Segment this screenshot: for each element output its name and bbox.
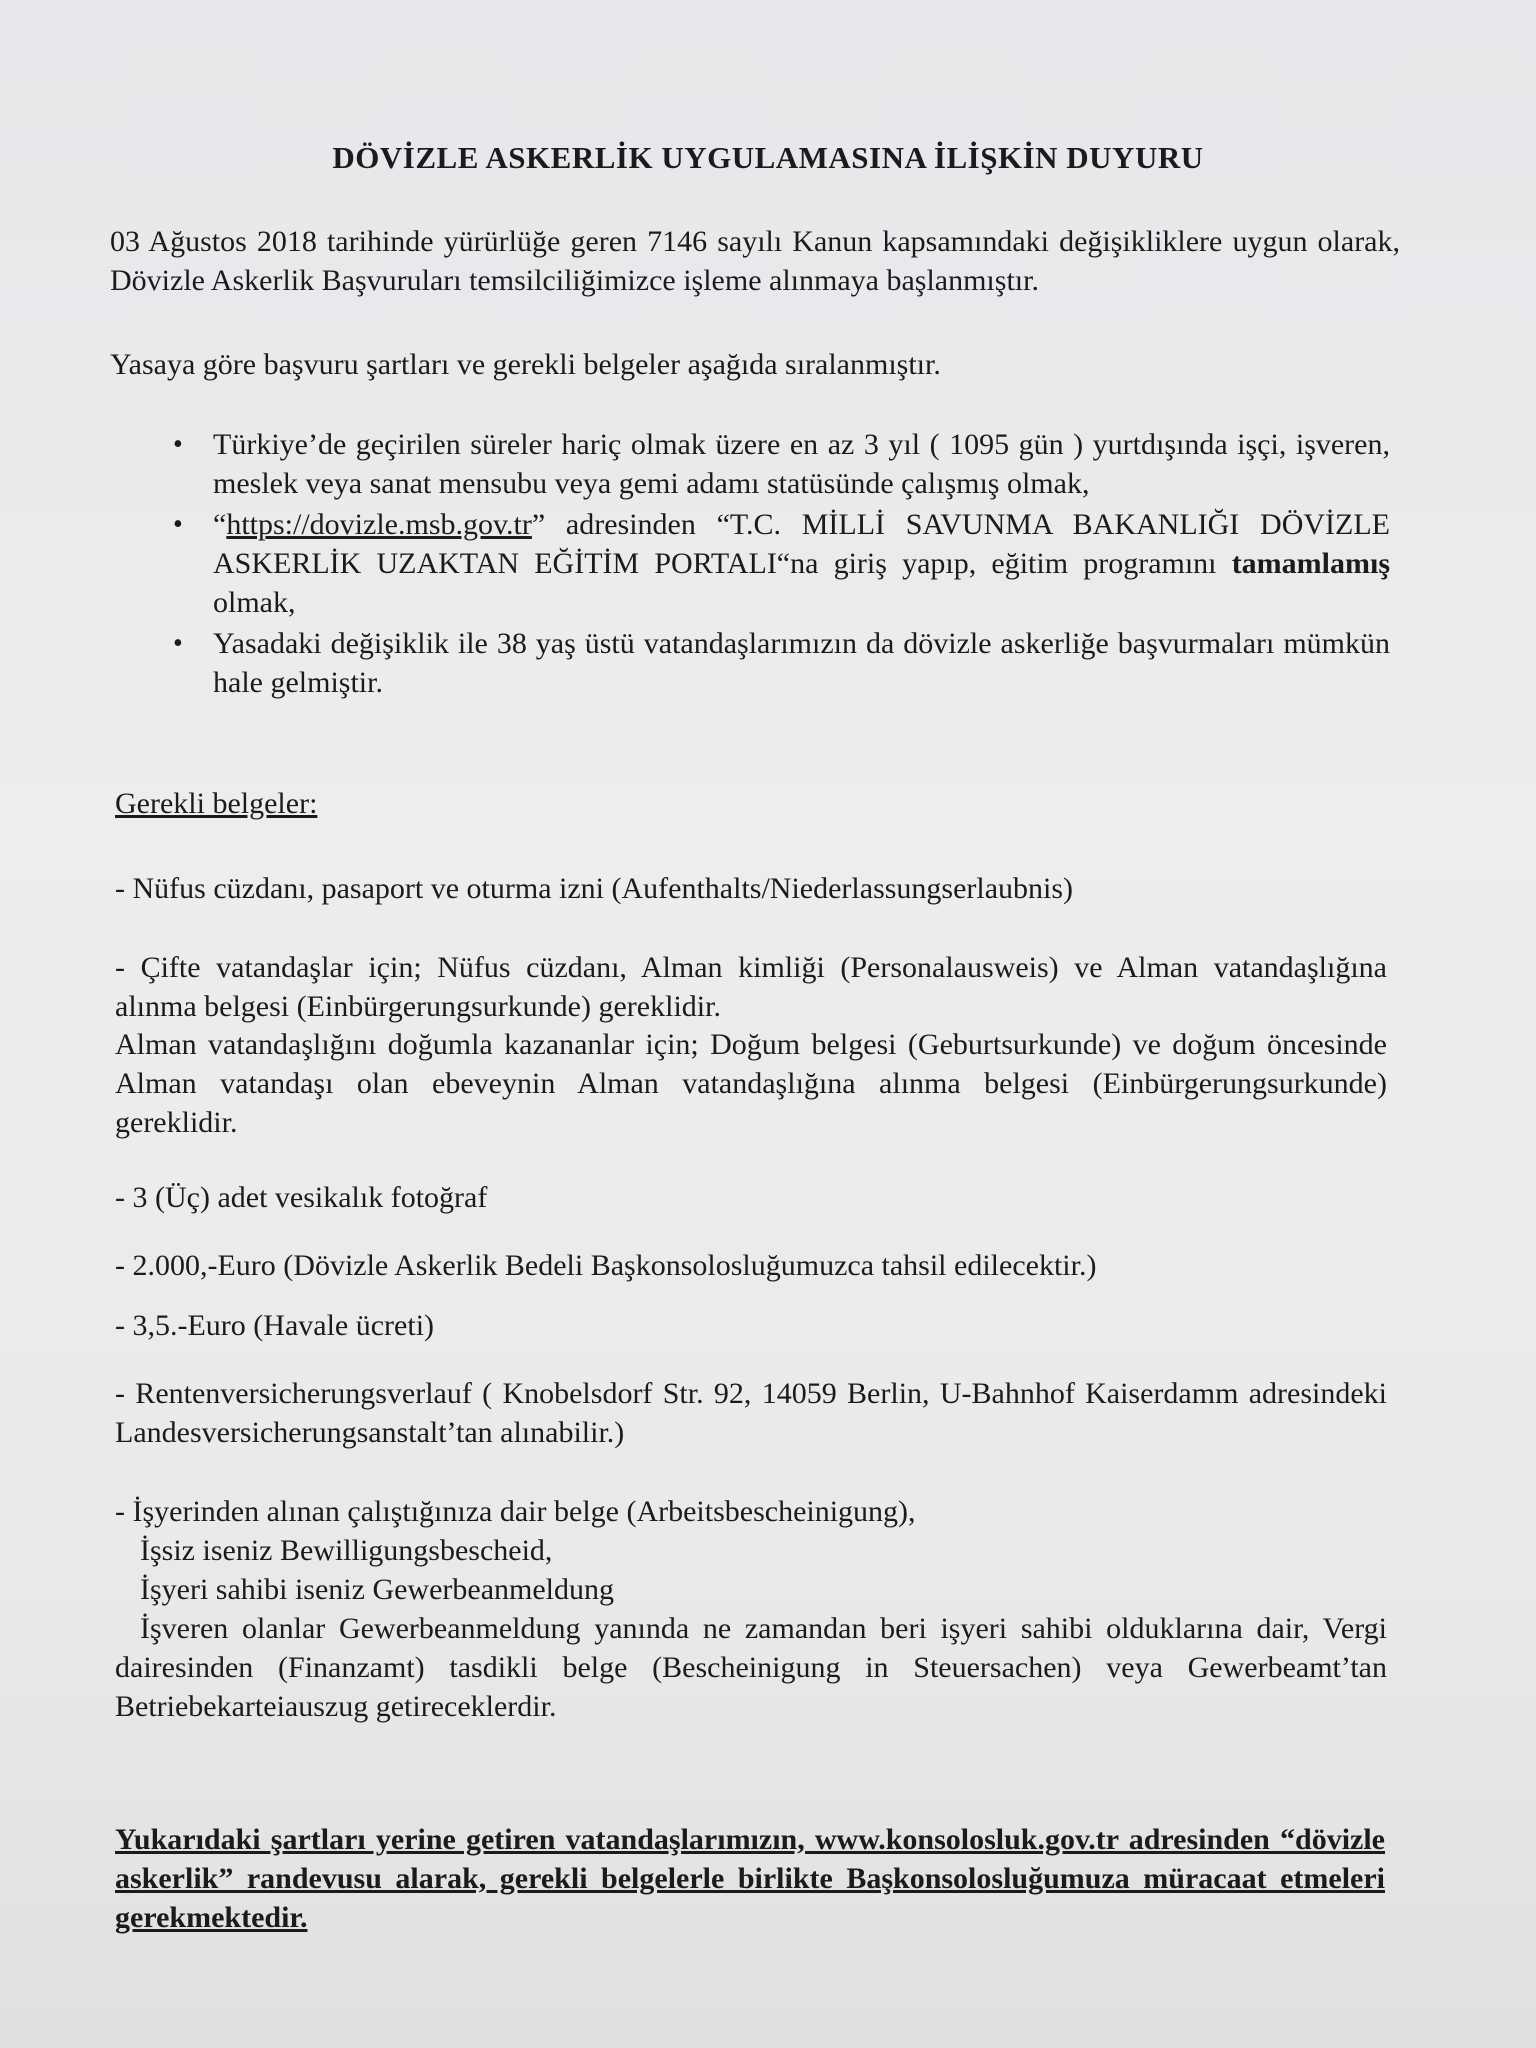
document-item-fee: - 2.000,-Euro (Dövizle Askerlik Bedeli Başkonsolosluğumuzca tahsil edilecektir.) — [115, 1249, 1097, 1282]
requirements-intro: Yasaya göre başvuru şartları ve gerekli belgeler aşağıda sıralanmıştır. — [110, 348, 941, 381]
condition-text: Yasadaki değişiklik ile 38 yaş üstü vatandaşlarımızın da dövizle askerliğe başvurmaları mümkün hale gelmiştir. — [213, 627, 1390, 699]
list-item — [165, 505, 1390, 622]
required-documents-heading: Gerekli belgeler: — [115, 787, 318, 820]
document-item-employment — [115, 1492, 1387, 1726]
bullet-icon: • — [173, 429, 183, 460]
employment-line: - İşyerinden alınan çalıştığınıza dair belge (Arbeitsbescheinigung), — [115, 1495, 916, 1528]
employment-line: İşveren olanlar Gewerbeanmeldung yanında ne zamandan beri işyeri sahibi olduklarına dair, Vergi dairesinden (Finanzamt) tasdikli belge (Bescheinigung in Steuersachen) veya Gewerbeamt’tan Betriebekarteiauszug getireceklerdir. — [115, 1612, 1387, 1723]
document-item-id: - Nüfus cüzdanı, pasaport ve oturma izni (Aufenthalts/Niederlassungserlaubnis) — [115, 872, 1074, 905]
list-item — [165, 425, 1390, 503]
document-title: DÖVİZLE ASKERLİK UYGULAMASINA İLİŞKİN DUYURU — [332, 140, 1204, 175]
intro-paragraph: 03 Ağustos 2018 tarihinde yürürlüğe geren 7146 sayılı Kanun kapsamındaki değişikliklere uygun olarak, Dövizle Askerlik Başvuruları temsilciliğimizce işleme alınmaya başlanmıştır. — [110, 225, 1400, 297]
list-item — [165, 624, 1390, 702]
document-item-pension-record: - Rentenversicherungsverlauf ( Knobelsdorf Str. 92, 14059 Berlin, U-Bahnhof Kaiserdamm adresindeki Landesversicherungsanstalt’tan alınabilir.) — [115, 1377, 1387, 1449]
document-item-photos: - 3 (Üç) adet vesikalık fotoğraf — [115, 1181, 488, 1214]
document-item-dual-citizens: - Çifte vatandaşlar için; Nüfus cüzdanı, Alman kimliği (Personalausweis) ve Alman vatandaşlığına alınma belgesi (Einbürgerungsurkunde) gereklidir. — [115, 951, 1387, 1023]
condition-bold-text: tamamlamış — [1231, 547, 1390, 580]
document-item-birth-citizens: Alman vatandaşlığını doğumla kazananlar için; Doğum belgesi (Geburtsurkunde) ve doğum öncesinde Alman vatandaşı olan ebeveynin Alman vatandaşlığına alınma belgesi (Einbürgerungsurkunde) gereklidir. — [115, 1028, 1387, 1139]
msb-portal-link: https://dovizle.msb.gov.tr — [226, 508, 532, 541]
employment-line: İşsiz iseniz Bewilligungsbescheid, — [140, 1534, 553, 1567]
employment-line: İşyeri sahibi iseniz Gewerbeanmeldung — [140, 1573, 615, 1606]
bullet-icon: • — [173, 628, 183, 659]
condition-text: Türkiye’de geçirilen süreler hariç olmak üzere en az 3 yıl ( 1095 gün ) yurtdışında işçi, işveren, meslek veya sanat mensubu veya gemi adamı statüsünde çalışmış olmak, — [213, 428, 1390, 500]
condition-quote-open: “ — [213, 508, 227, 541]
conditions-list — [165, 425, 1390, 704]
bullet-icon: • — [173, 509, 183, 540]
document-item-transfer-fee: - 3,5.-Euro (Havale ücreti) — [115, 1309, 435, 1342]
footer-notice: Yukarıdaki şartları yerine getiren vatandaşlarımızın, www.konsolosluk.gov.tr adresinden “dövizle askerlik” randevusu alarak, gerekli belgelerle birlikte Başkonsolosluğumuza müracaat etmeleri gerekmektedir. — [115, 1823, 1385, 1934]
condition-text-end: olmak, — [213, 586, 296, 619]
condition-text: ” adresinden “T.C. MİLLİ SAVUNMA BAKANLIĞI DÖVİZLE ASKERLİK UZAKTAN EĞİTİM PORTALI“na giriş yapıp, eğitim programını — [213, 508, 1390, 580]
